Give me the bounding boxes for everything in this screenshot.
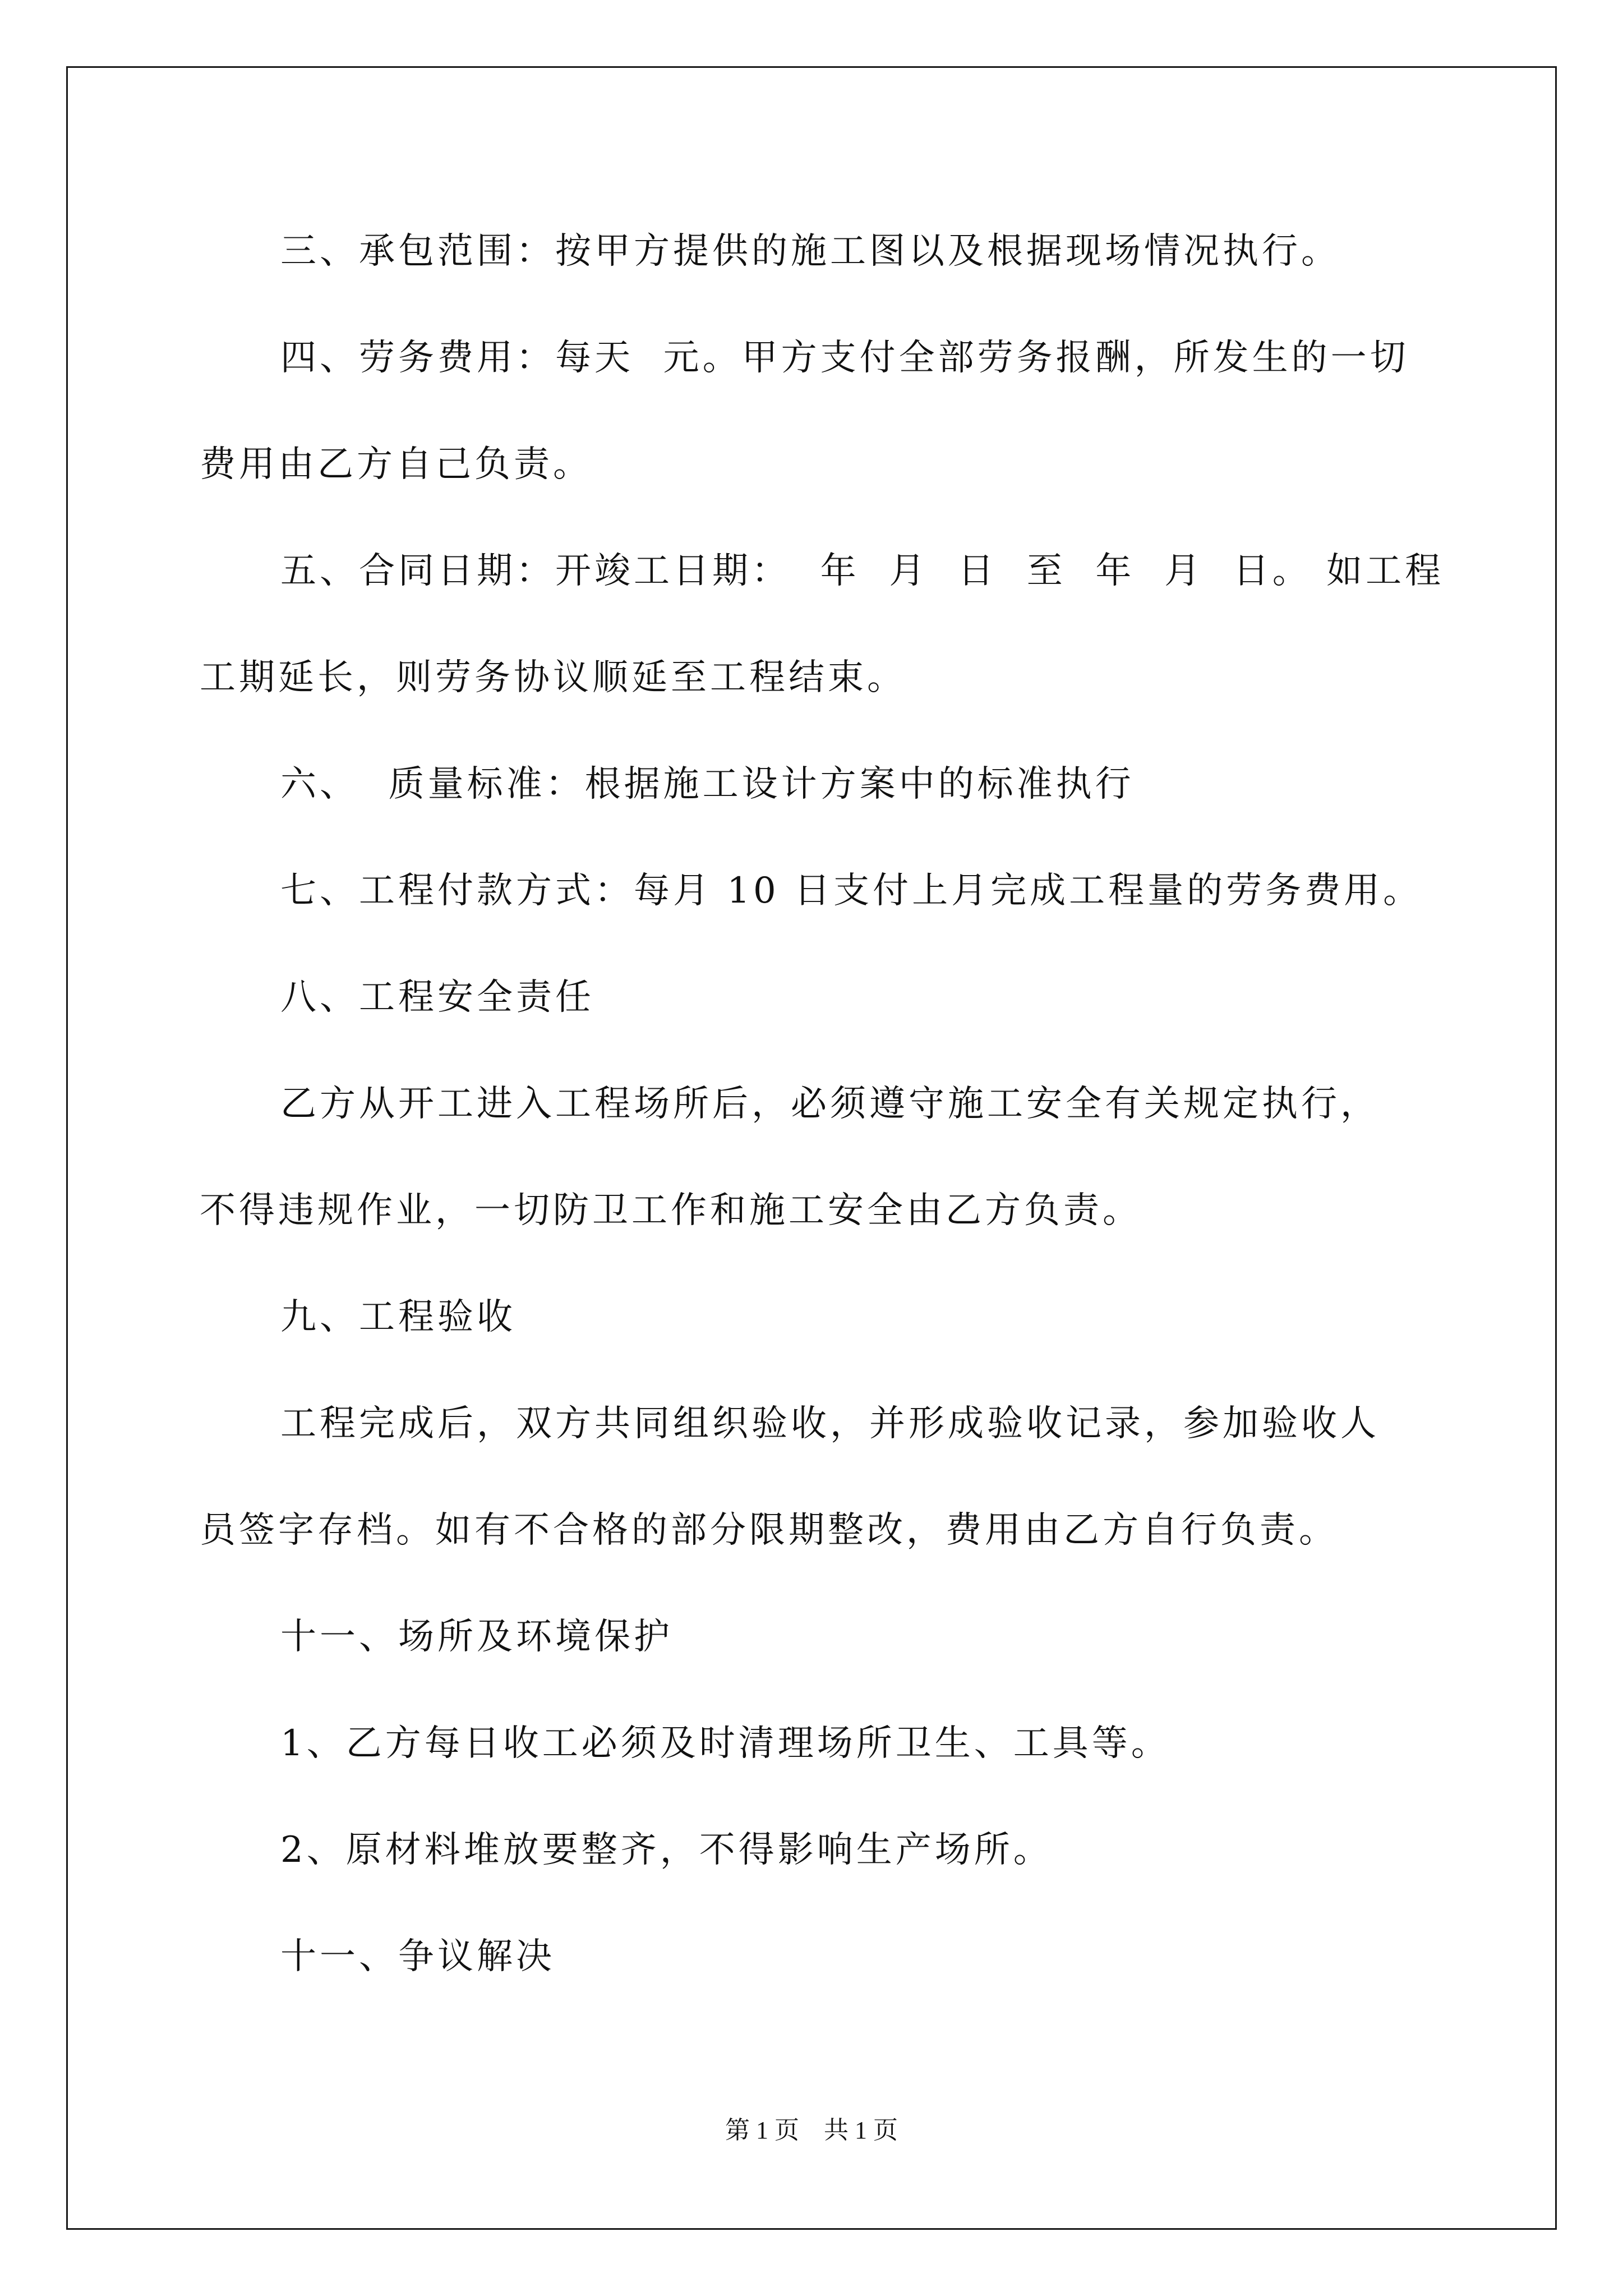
- page-number-footer: 第 1 页 共 1 页: [725, 2116, 898, 2144]
- text-line: 七、工程付款方式：每月 10 日支付上月完成工程量的劳务费用。: [280, 870, 1423, 912]
- text-line: 十一、场所及环境保护: [280, 1616, 673, 1658]
- text-line: 员签字存档。如有不合格的部分限期整改，费用由乙方自行负责。: [200, 1510, 1338, 1551]
- text-line: 2、原材料堆放要整齐，不得影响生产场所。: [280, 1829, 1053, 1871]
- text-line: 费用由乙方自己负责。: [200, 444, 592, 485]
- text-line: 乙方从开工进入工程场所后，必须遵守施工安全有关规定执行，: [280, 1083, 1380, 1125]
- text-line: 十一、争议解决: [280, 1936, 555, 1977]
- text-line: 不得违规作业，一切防卫工作和施工安全由乙方负责。: [200, 1190, 1142, 1231]
- text-line: 工期延长，则劳务协议顺延至工程结束。: [200, 657, 906, 698]
- text-line: 六、 质量标准：根据施工设计方案中的标准执行: [280, 763, 1135, 805]
- text-line: 三、承包范围：按甲方提供的施工图以及根据现场情况执行。: [280, 231, 1340, 272]
- text-line: 五、合同日期：开竣工日期： 年 月 日 至 年 月 日。 如工程: [280, 550, 1445, 592]
- text-line: 四、劳务费用：每天 元。甲方支付全部劳务报酬，所发生的一切: [280, 337, 1409, 379]
- text-line: 1、乙方每日收工必须及时清理场所卫生、工具等。: [280, 1723, 1170, 1764]
- text-line: 九、工程验收: [280, 1296, 516, 1338]
- page-border: [66, 66, 1557, 2230]
- text-line: 八、工程安全责任: [280, 977, 594, 1018]
- text-line: 工程完成后，双方共同组织验收，并形成验收记录，参加验收人: [280, 1403, 1380, 1444]
